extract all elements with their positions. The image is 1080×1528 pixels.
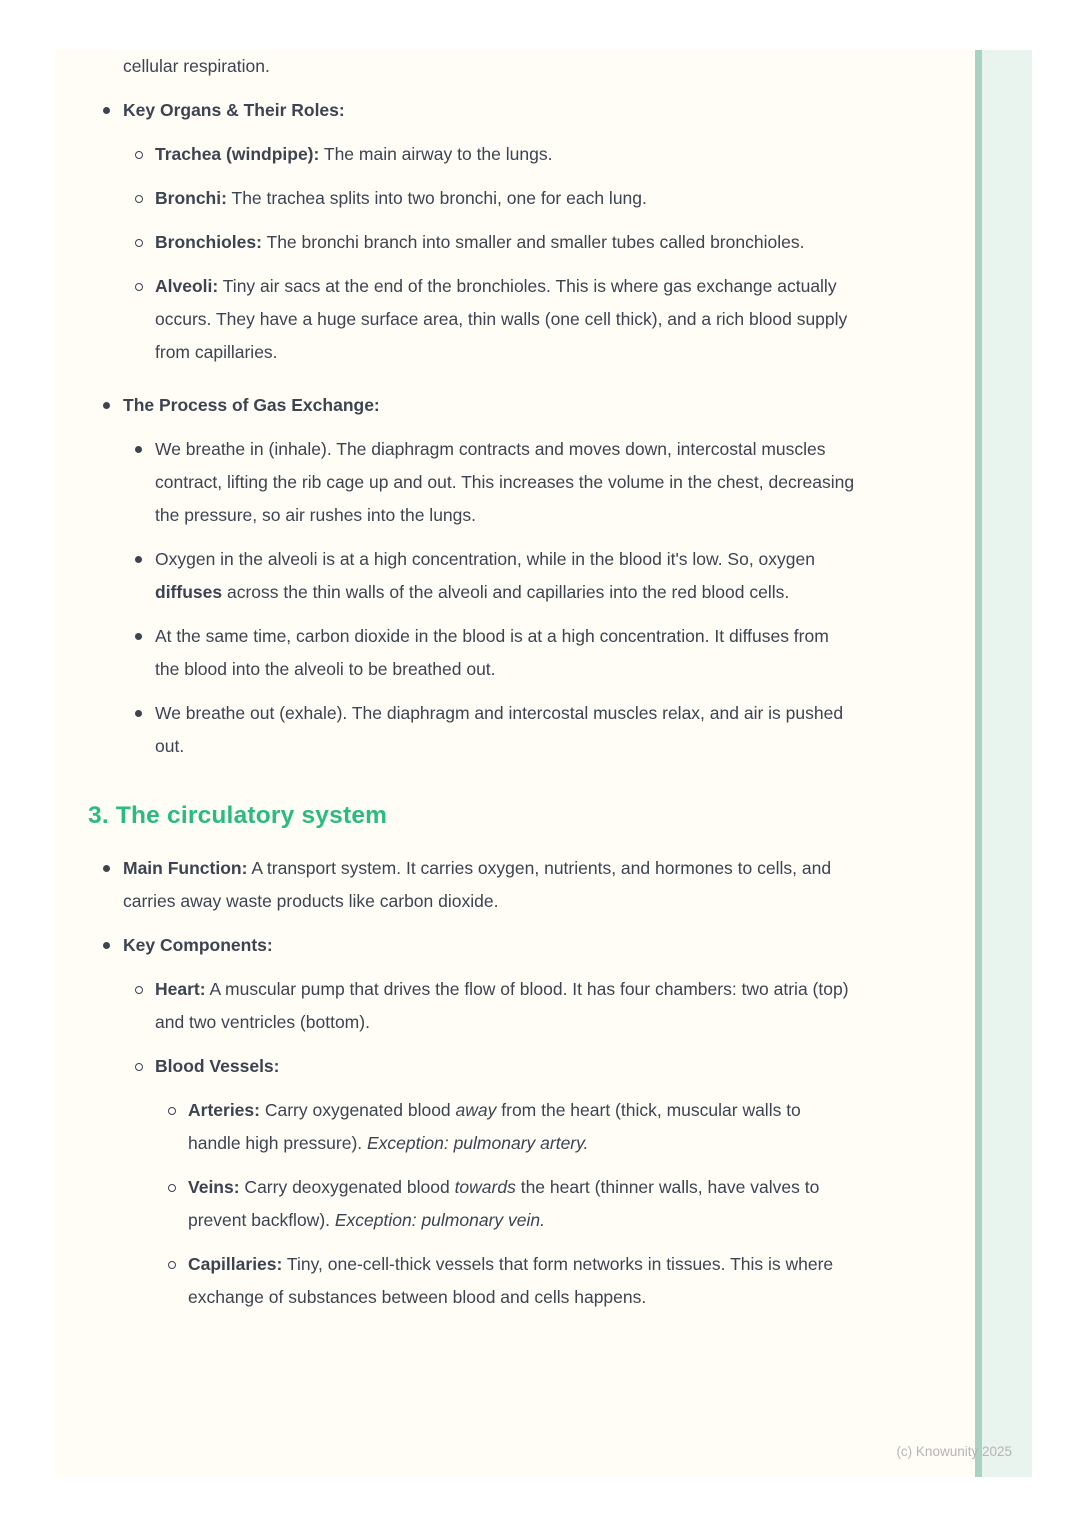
list-item-text: [155, 543, 855, 609]
list-item: [55, 620, 855, 686]
bullet-circle-icon: [135, 226, 155, 247]
bullet-circle-icon: [135, 270, 155, 291]
list-item-text: [155, 270, 855, 369]
text-segment: the heart (thinner walls, have valves to prevent backflow).: [188, 1177, 820, 1230]
text-segment: Veins:: [188, 1177, 240, 1197]
list-item: [55, 973, 855, 1039]
bullet-disc-icon: [135, 543, 155, 563]
list-item-text: [155, 973, 855, 1039]
text-segment: towards: [454, 1177, 516, 1197]
bullet-disc-icon: [103, 389, 123, 409]
bullet-disc-icon: [103, 94, 123, 114]
text-segment: Tiny, one-cell-thick vessels that form networks in tissues. This is where exchange of substances between blood and cells happens.: [188, 1254, 834, 1307]
list-item: [55, 182, 855, 215]
list-item-text: [188, 1248, 855, 1314]
list-item: [55, 270, 855, 369]
list-item-text: [155, 433, 855, 532]
text-segment: Key Organs & Their Roles:: [123, 100, 345, 120]
list-item: [55, 226, 855, 259]
document-body: [55, 50, 975, 1314]
text-segment: Arteries:: [188, 1100, 260, 1120]
sidebar-panel: [982, 50, 1032, 1477]
list-item: [55, 138, 855, 171]
text-segment: Blood Vessels:: [155, 1056, 280, 1076]
list-item-text: [123, 389, 855, 422]
list-item-text: [155, 138, 855, 171]
bullet-disc-icon: [135, 433, 155, 453]
bullet-circle-icon: [168, 1094, 188, 1115]
text-segment: away: [455, 1100, 497, 1120]
text-segment: cellular respiration.: [123, 56, 270, 76]
bullet-circle-icon: [135, 1050, 155, 1071]
list-item-text: [155, 697, 855, 763]
list-item: [55, 1171, 855, 1237]
text-segment: A transport system. It carries oxygen, nutrients, and hormones to cells, and carries away waste products like carbon dioxide.: [123, 858, 832, 911]
bullet-circle-icon: [168, 1171, 188, 1192]
list-item: [55, 697, 855, 763]
text-segment: Oxygen in the alveoli is at a high concentration, while in the blood it's low. So, oxygen: [155, 549, 815, 569]
list-item: [55, 929, 855, 962]
list-item-text: [155, 1050, 855, 1083]
text-segment: The main airway to the lungs.: [319, 144, 553, 164]
text-segment: A muscular pump that drives the flow of blood. It has four chambers: two atria (top) and two ventricles (bottom).: [155, 979, 849, 1032]
bullet-circle-icon: [135, 138, 155, 159]
list-item-text: [155, 182, 855, 215]
text-segment: Exception: pulmonary artery.: [367, 1133, 589, 1153]
bullet-circle-icon: [135, 973, 155, 994]
list-item: [55, 852, 855, 918]
text-segment: across the thin walls of the alveoli and capillaries into the red blood cells.: [222, 582, 790, 602]
text-segment: Carry deoxygenated blood: [239, 1177, 455, 1197]
paragraph: [55, 50, 855, 83]
text-segment: Carry oxygenated blood: [259, 1100, 456, 1120]
text-segment: The bronchi branch into smaller and smaller tubes called bronchioles.: [261, 232, 805, 252]
text-segment: Trachea (windpipe):: [155, 144, 320, 164]
text-segment: from the heart (thick, muscular walls to handle high pressure).: [188, 1100, 801, 1153]
list-item-text: [155, 226, 855, 259]
list-item-text: [188, 1171, 855, 1237]
bullet-disc-icon: [135, 620, 155, 640]
list-item: [55, 543, 855, 609]
list-item: [55, 1050, 855, 1083]
list-item-text: [123, 50, 855, 83]
list-item: [55, 389, 855, 422]
accent-bar: [975, 50, 982, 1477]
text-segment: Tiny air sacs at the end of the bronchioles. This is where gas exchange actually occurs. They have a huge surface area, thin walls (one cell thick), and a rich blood supply from capillaries.: [155, 276, 848, 362]
bullet-disc-icon: [135, 697, 155, 717]
text-segment: Exception: pulmonary vein.: [334, 1210, 545, 1230]
bullet-spacer: [103, 50, 123, 70]
text-segment: Bronchi:: [155, 188, 227, 208]
page-card: [55, 50, 975, 1477]
list-item: [55, 1248, 855, 1314]
text-segment: Capillaries:: [188, 1254, 283, 1274]
bullet-disc-icon: [103, 852, 123, 872]
text-segment: At the same time, carbon dioxide in the blood is at a high concentration. It diffuses from the blood into the alveoli to be breathed out.: [155, 626, 829, 679]
copyright-footer: (c) Knowunity 2025: [896, 1444, 1012, 1459]
list-item-text: [188, 1094, 855, 1160]
list-item: [55, 1094, 855, 1160]
text-segment: Heart:: [155, 979, 206, 999]
bullet-circle-icon: [135, 182, 155, 203]
text-segment: diffuses: [155, 582, 223, 602]
text-segment: We breathe in (inhale). The diaphragm contracts and moves down, intercostal muscles contract, lifting the rib cage up and out. This increases the volume in the chest, decreasing the pressure, so air rushes into the lungs.: [155, 439, 855, 525]
text-segment: Bronchioles:: [155, 232, 262, 252]
list-item: [55, 94, 855, 127]
text-segment: The Process of Gas Exchange:: [123, 395, 380, 415]
bullet-disc-icon: [103, 929, 123, 949]
text-segment: We breathe out (exhale). The diaphragm and intercostal muscles relax, and air is pushed out.: [155, 703, 844, 756]
text-segment: Key Components:: [123, 935, 273, 955]
list-item-text: [155, 620, 855, 686]
section-heading: 3. The circulatory system: [88, 802, 388, 829]
text-segment: Alveoli:: [155, 276, 219, 296]
list-item: [55, 433, 855, 532]
bullet-circle-icon: [168, 1248, 188, 1269]
text-segment: Main Function:: [123, 858, 248, 878]
list-item-text: [123, 852, 855, 918]
list-item-text: [123, 929, 855, 962]
text-segment: The trachea splits into two bronchi, one for each lung.: [226, 188, 647, 208]
list-item-text: [123, 94, 855, 127]
